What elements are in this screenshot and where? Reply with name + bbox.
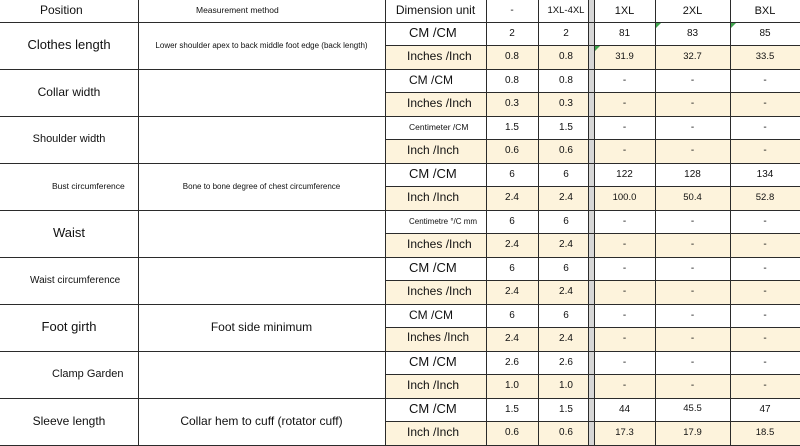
value-cell: 44 [618, 403, 631, 415]
row-unit-primary: CM /CM [409, 260, 457, 276]
cell-comment-marker [731, 23, 736, 28]
value-cell: 2.6 [505, 356, 519, 368]
row-method: Foot side minimum [210, 319, 313, 334]
value-cell: - [763, 121, 767, 133]
value-cell: - [763, 262, 767, 274]
grid-line [0, 22, 800, 23]
row-method [138, 210, 385, 257]
grid-line [538, 0, 539, 446]
grid-line [0, 257, 800, 258]
grid-line [385, 233, 800, 234]
value-cell: 6 [509, 309, 515, 321]
cell-comment-marker [595, 46, 600, 51]
row-unit-primary: Centimetre °/C mm [409, 216, 478, 226]
value-cell: 1.0 [505, 380, 519, 392]
grid-line [594, 0, 595, 446]
grid-line [385, 92, 800, 93]
value-cell: - [622, 215, 627, 227]
value-cell: 50.4 [683, 191, 702, 203]
value-cell: 32.7 [683, 50, 702, 62]
row-name: Shoulder width [32, 133, 106, 146]
value-cell: 1.5 [505, 121, 519, 133]
grid-line [0, 351, 800, 352]
value-cell: 18.5 [755, 426, 775, 438]
row-unit-primary: CM /CM [409, 72, 453, 87]
value-cell: - [690, 121, 695, 133]
value-cell: - [622, 262, 627, 274]
value-cell: 2.4 [559, 239, 573, 251]
grid-line [0, 69, 800, 70]
row-unit-secondary: Inches /Inch [407, 332, 470, 345]
row-name: Foot girth [41, 319, 97, 335]
grid-line [385, 186, 800, 187]
grid-line [385, 45, 800, 46]
value-cell: 2.4 [505, 239, 519, 251]
value-cell: - [763, 98, 767, 110]
value-cell: 6 [563, 309, 569, 321]
value-cell: 1.5 [559, 121, 573, 133]
value-cell: 85 [759, 27, 771, 39]
value-cell: - [622, 333, 627, 345]
value-cell: 2.4 [559, 286, 573, 298]
value-cell: 1.5 [559, 403, 573, 415]
value-cell: 2.4 [559, 333, 573, 345]
value-cell: - [690, 309, 695, 321]
value-cell: 2 [509, 27, 515, 39]
value-cell: 2.6 [559, 356, 573, 368]
value-cell: 2.4 [505, 286, 519, 298]
value-cell: 45.5 [683, 403, 702, 415]
value-cell: - [690, 333, 695, 345]
row-name: Clothes length [27, 37, 111, 53]
value-cell: - [690, 74, 695, 86]
value-cell: 0.6 [559, 145, 573, 157]
value-cell: - [690, 98, 695, 110]
grid-line [0, 116, 800, 117]
value-cell: 1.0 [559, 380, 573, 392]
row-method: Bone to bone degree of chest circumference [182, 181, 341, 191]
row-unit-primary: CM /CM [409, 401, 457, 417]
value-cell: - [690, 356, 695, 368]
value-cell: 0.3 [559, 98, 573, 110]
value-cell: 0.3 [505, 98, 519, 110]
value-cell: - [622, 145, 627, 157]
row-unit-primary: CM /CM [409, 307, 453, 322]
value-cell: - [763, 286, 767, 298]
value-cell: 1.5 [505, 403, 519, 415]
value-cell: - [690, 262, 695, 274]
row-name: Waist [52, 225, 86, 241]
row-unit-secondary: Inch /Inch [407, 143, 460, 158]
row-method [138, 257, 385, 304]
value-cell: 122 [616, 168, 633, 180]
header-size-3: 2XL [682, 4, 703, 17]
row-unit-secondary: Inches /Inch [407, 284, 472, 299]
value-cell: 134 [756, 168, 774, 180]
value-cell: - [622, 121, 627, 133]
value-cell: 6 [509, 262, 515, 274]
header-measurement-method: Measurement method [196, 5, 279, 16]
grid-line [385, 280, 800, 281]
value-cell: 31.9 [615, 50, 634, 62]
value-cell: 2.4 [559, 192, 573, 204]
value-cell: - [622, 356, 627, 368]
value-cell: 6 [563, 168, 569, 180]
value-cell: 128 [684, 168, 701, 180]
row-name: Clamp Garden [52, 368, 124, 381]
grid-line [385, 139, 800, 140]
header-size-2: 1XL [614, 4, 635, 17]
grid-line [730, 0, 731, 446]
grid-line [385, 374, 800, 375]
value-cell: 0.8 [505, 51, 519, 63]
grid-line [588, 0, 589, 446]
grid-line [655, 0, 656, 446]
grid-line [385, 327, 800, 328]
value-cell: 6 [509, 168, 515, 180]
grid-line [138, 0, 139, 446]
value-cell: 0.6 [505, 427, 519, 439]
value-cell: 52.8 [755, 191, 775, 203]
header-position: Position [40, 3, 83, 18]
value-cell: 0.8 [559, 74, 573, 86]
grid-line [0, 304, 800, 305]
grid-line [0, 398, 800, 399]
value-cell: 83 [686, 27, 699, 39]
grid-line [486, 0, 487, 446]
row-unit-primary: CM /CM [409, 25, 457, 41]
value-cell: 0.6 [505, 145, 519, 157]
row-method: Collar hem to cuff (rotator cuff) [180, 413, 343, 428]
grid-line [385, 421, 800, 422]
value-cell: - [763, 239, 767, 251]
value-cell: - [622, 309, 627, 321]
row-unit-primary: CM /CM [409, 166, 457, 182]
value-cell: - [690, 380, 695, 392]
value-cell: 47 [759, 403, 771, 415]
row-method: Lower shoulder apex to back middle foot edge (back length) [155, 40, 368, 50]
value-cell: 17.3 [615, 426, 634, 438]
value-cell: - [690, 215, 695, 227]
value-cell: 0.8 [559, 51, 573, 63]
value-cell: 100.0 [612, 191, 637, 203]
grid-line [385, 0, 386, 446]
value-cell: - [622, 239, 627, 251]
row-method [138, 351, 385, 398]
value-cell: - [622, 98, 627, 110]
value-cell: 6 [509, 215, 515, 227]
row-name: Collar width [37, 84, 101, 99]
value-cell: - [763, 333, 767, 345]
value-cell: 0.8 [505, 74, 519, 86]
value-cell: - [763, 215, 767, 227]
value-cell: - [622, 380, 627, 392]
header-size-1: 1XL-4XL [547, 4, 585, 16]
row-name: Waist circumference [30, 274, 121, 286]
row-unit-primary: CM /CM [409, 354, 457, 370]
value-cell: 0.6 [559, 427, 573, 439]
value-cell: - [690, 145, 695, 157]
value-cell: - [690, 286, 695, 298]
row-method [138, 69, 385, 116]
header-size-0: - [510, 5, 514, 17]
header-dimension-unit: Dimension unit [395, 3, 476, 18]
row-name: Bust circumference [52, 180, 125, 191]
row-method [138, 116, 385, 163]
row-unit-secondary: Inch /Inch [407, 190, 460, 205]
value-cell: - [690, 239, 695, 251]
value-cell: 2.4 [505, 192, 519, 204]
value-cell: - [622, 286, 627, 298]
value-cell: - [622, 74, 627, 86]
value-cell: 81 [618, 27, 631, 39]
header-size-4: BXL [754, 4, 776, 17]
grid-line [0, 210, 800, 211]
value-cell: - [763, 309, 767, 321]
value-cell: - [763, 380, 767, 392]
value-cell: 2.4 [505, 333, 519, 345]
row-unit-secondary: Inch /Inch [407, 378, 460, 393]
value-cell: 6 [563, 262, 569, 274]
row-unit-secondary: Inches /Inch [407, 49, 472, 64]
value-cell: 2 [563, 27, 569, 39]
value-cell: 6 [563, 215, 569, 227]
value-cell: 17.9 [683, 426, 702, 438]
grid-line [0, 163, 800, 164]
row-unit-secondary: Inches /Inch [407, 96, 472, 111]
value-cell: - [763, 145, 767, 157]
row-name: Sleeve length [32, 413, 106, 428]
value-cell: - [763, 74, 767, 86]
value-cell: 33.5 [755, 50, 775, 62]
value-cell: - [763, 356, 767, 368]
row-unit-primary: Centimeter /CM [409, 121, 469, 132]
row-unit-secondary: Inches /Inch [407, 237, 472, 252]
cell-comment-marker [656, 23, 661, 28]
row-unit-secondary: Inch /Inch [407, 425, 460, 440]
